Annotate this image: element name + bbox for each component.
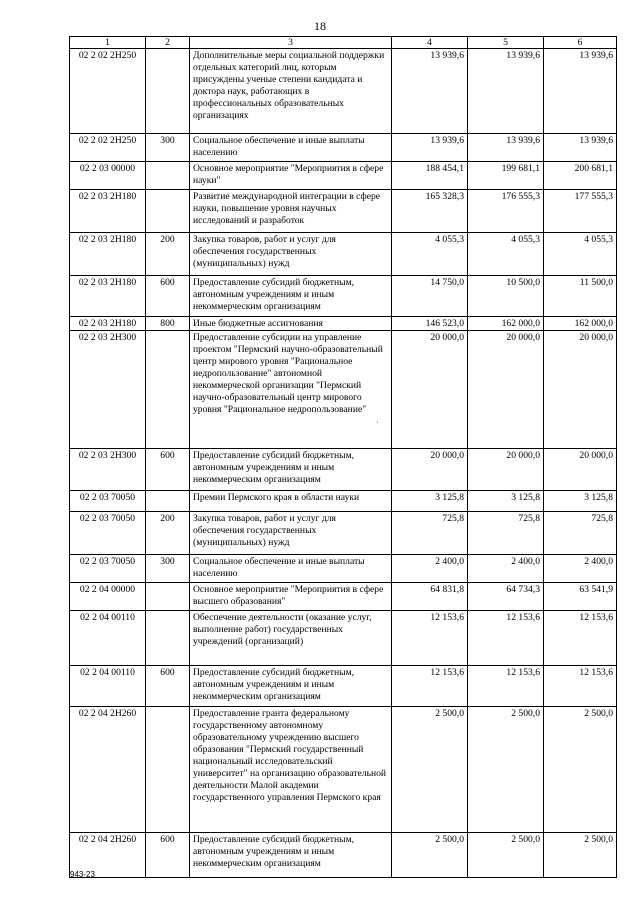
amount-year2-cell: 64 734,3	[468, 583, 544, 611]
item-name-cell: Предоставление субсидий бюджетным, автономным учреждениям и иным некоммерческим организациям	[190, 276, 392, 317]
expense-type-cell	[146, 611, 190, 666]
classification-code-cell: 02 2 04 2Н260	[70, 707, 146, 833]
classification-code-cell: 02 2 04 2Н260	[70, 833, 146, 878]
classification-code-cell: 02 2 03 70050	[70, 491, 146, 512]
expense-type-cell: 200	[146, 233, 190, 276]
classification-code-cell: 02 2 04 00000	[70, 583, 146, 611]
expense-type-cell: 300	[146, 134, 190, 162]
amount-year2-cell: 20 000,0	[468, 449, 544, 491]
amount-year1-cell: 725,8	[392, 512, 468, 555]
expense-type-cell	[146, 491, 190, 512]
page-number: 18	[314, 19, 326, 33]
item-name-cell: Закупка товаров, работ и услуг для обеспечения государственных (муниципальных) нужд	[190, 512, 392, 555]
item-name-cell: Основное мероприятие "Мероприятия в сфере науки"	[190, 162, 392, 190]
expense-type-cell	[146, 583, 190, 611]
amount-year3-cell: 11 500,0	[544, 276, 617, 317]
item-name-cell: Премии Пермского края в области науки	[190, 491, 392, 512]
document-footer-code: 943-23	[70, 870, 95, 879]
amount-year2-cell: 199 681,1	[468, 162, 544, 190]
table-row	[70, 611, 617, 666]
table-row	[70, 276, 617, 317]
table-row	[70, 833, 617, 878]
table-row	[70, 331, 617, 449]
expense-type-cell: 600	[146, 276, 190, 317]
amount-year3-cell: 2 500,0	[544, 833, 617, 878]
amount-year2-cell: 4 055,3	[468, 233, 544, 276]
amount-year2-cell: 176 555,3	[468, 190, 544, 233]
classification-code-cell: 02 2 03 00000	[70, 162, 146, 190]
item-name-cell: Предоставление субсидий бюджетным, автономным учреждениям и иным некоммерческим организациям	[190, 833, 392, 878]
classification-code-cell: 02 2 03 2Н300	[70, 331, 146, 449]
table-row	[70, 190, 617, 233]
column-header-1: 1	[70, 37, 146, 49]
amount-year1-cell: 13 939,6	[392, 49, 468, 134]
amount-year1-cell: 2 400,0	[392, 555, 468, 583]
amount-year1-cell: 64 831,8	[392, 583, 468, 611]
amount-year3-cell: 3 125,8	[544, 491, 617, 512]
classification-code-cell: 02 2 03 2Н180	[70, 276, 146, 317]
amount-year1-cell: 146 523,0	[392, 317, 468, 331]
amount-year2-cell: 162 000,0	[468, 317, 544, 331]
item-name-cell: Предоставление субсидий бюджетным, автономным учреждениям и иным некоммерческим организациям	[190, 666, 392, 707]
amount-year3-cell: 20 000,0	[544, 449, 617, 491]
classification-code-cell: 02 2 03 2Н180	[70, 317, 146, 331]
classification-code-cell: 02 2 03 70050	[70, 555, 146, 583]
classification-code-cell: 02 2 03 2Н180	[70, 190, 146, 233]
expense-type-cell: 800	[146, 317, 190, 331]
amount-year3-cell: 12 153,6	[544, 611, 617, 666]
amount-year3-cell: 4 055,3	[544, 233, 617, 276]
amount-year2-cell: 12 153,6	[468, 666, 544, 707]
classification-code-cell: 02 2 03 2Н300	[70, 449, 146, 491]
column-header-4: 4	[392, 37, 468, 49]
classification-code-cell: 02 2 03 2Н180	[70, 233, 146, 276]
item-name-cell: Иные бюджетные ассигнования	[190, 317, 392, 331]
budget-table	[69, 36, 617, 878]
classification-code-cell: 02 2 04 00110	[70, 611, 146, 666]
amount-year1-cell: 20 000,0	[392, 331, 468, 449]
amount-year1-cell: 4 055,3	[392, 233, 468, 276]
item-name-cell: Обеспечение деятельности (оказание услуг, выполнение работ) государственных учреждений (организаций)	[190, 611, 392, 666]
amount-year3-cell: 200 681,1	[544, 162, 617, 190]
amount-year2-cell: 725,8	[468, 512, 544, 555]
item-name-cell: Предоставление гранта федеральному государственному автономному образовательному учреждению высшего образования "Пермский государственный национальный исследовательский университет" на организацию образовательной деятельности Малой академии государственного управления Пермского края	[190, 707, 392, 833]
amount-year1-cell: 12 153,6	[392, 666, 468, 707]
table-row	[70, 317, 617, 331]
amount-year3-cell: 2 500,0	[544, 707, 617, 833]
amount-year2-cell: 20 000,0	[468, 331, 544, 449]
expense-type-cell: 600	[146, 449, 190, 491]
amount-year3-cell: 2 400,0	[544, 555, 617, 583]
classification-code-cell: 02 2 03 70050	[70, 512, 146, 555]
amount-year3-cell: 13 939,6	[544, 134, 617, 162]
amount-year2-cell: 2 500,0	[468, 833, 544, 878]
amount-year3-cell: 725,8	[544, 512, 617, 555]
expense-type-cell	[146, 190, 190, 233]
table-row	[70, 449, 617, 491]
amount-year1-cell: 2 500,0	[392, 833, 468, 878]
table-row	[70, 134, 617, 162]
amount-year2-cell: 3 125,8	[468, 491, 544, 512]
amount-year2-cell: 2 500,0	[468, 707, 544, 833]
table-row	[70, 583, 617, 611]
item-name-cell: Развитие международной интеграции в сфере науки, повышение уровня научных исследований и разработок	[190, 190, 392, 233]
table-row	[70, 707, 617, 833]
classification-code-cell: 02 2 04 00110	[70, 666, 146, 707]
stray-dot-mark: ·	[376, 418, 379, 427]
column-header-3: 3	[190, 37, 392, 49]
amount-year3-cell: 162 000,0	[544, 317, 617, 331]
amount-year2-cell: 13 939,6	[468, 49, 544, 134]
table-row	[70, 512, 617, 555]
classification-code-cell: 02 2 02 2Н250	[70, 134, 146, 162]
amount-year1-cell: 165 328,3	[392, 190, 468, 233]
expense-type-cell	[146, 707, 190, 833]
amount-year2-cell: 13 939,6	[468, 134, 544, 162]
table-row	[70, 666, 617, 707]
column-header-6: 6	[544, 37, 617, 49]
expense-type-cell	[146, 162, 190, 190]
amount-year1-cell: 14 750,0	[392, 276, 468, 317]
amount-year2-cell: 2 400,0	[468, 555, 544, 583]
table-row	[70, 491, 617, 512]
item-name-cell: Предоставление субсидии на управление проектом "Пермский научно-образовательный центр мирового уровня "Рациональное недропользование" автономной некоммерческой организации "Пермский научно-образовательный центр мирового уровня "Рациональное недропользование"	[190, 331, 392, 449]
expense-type-cell	[146, 331, 190, 449]
expense-type-cell: 300	[146, 555, 190, 583]
column-header-5: 5	[468, 37, 544, 49]
amount-year3-cell: 12 153,6	[544, 666, 617, 707]
amount-year3-cell: 177 555,3	[544, 190, 617, 233]
amount-year1-cell: 12 153,6	[392, 611, 468, 666]
expense-type-cell	[146, 49, 190, 134]
expense-type-cell: 200	[146, 512, 190, 555]
amount-year1-cell: 3 125,8	[392, 491, 468, 512]
column-header-2: 2	[146, 37, 190, 49]
classification-code-cell: 02 2 02 2Н250	[70, 49, 146, 134]
expense-type-cell: 600	[146, 666, 190, 707]
expense-type-cell: 600	[146, 833, 190, 878]
amount-year1-cell: 13 939,6	[392, 134, 468, 162]
amount-year2-cell: 10 500,0	[468, 276, 544, 317]
amount-year3-cell: 63 541,9	[544, 583, 617, 611]
item-name-cell: Дополнительные меры социальной поддержки отдельных категорий лиц, которым присуждены ученые степени кандидата и доктора наук, работающих в профессиональных образовательных организациях	[190, 49, 392, 134]
amount-year3-cell: 13 939,6	[544, 49, 617, 134]
item-name-cell: Социальное обеспечение и иные выплаты населению	[190, 134, 392, 162]
table-row	[70, 49, 617, 134]
table-row	[70, 555, 617, 583]
item-name-cell: Предоставление субсидий бюджетным, автономным учреждениям и иным некоммерческим организациям	[190, 449, 392, 491]
amount-year1-cell: 2 500,0	[392, 707, 468, 833]
amount-year3-cell: 20 000,0	[544, 331, 617, 449]
table-header-row	[70, 37, 617, 49]
item-name-cell: Закупка товаров, работ и услуг для обеспечения государственных (муниципальных) нужд	[190, 233, 392, 276]
item-name-cell: Основное мероприятие "Мероприятия в сфере высшего образования"	[190, 583, 392, 611]
amount-year2-cell: 12 153,6	[468, 611, 544, 666]
table-row	[70, 162, 617, 190]
table-row	[70, 233, 617, 276]
amount-year1-cell: 20 000,0	[392, 449, 468, 491]
item-name-cell: Социальное обеспечение и иные выплаты населению	[190, 555, 392, 583]
amount-year1-cell: 188 454,1	[392, 162, 468, 190]
